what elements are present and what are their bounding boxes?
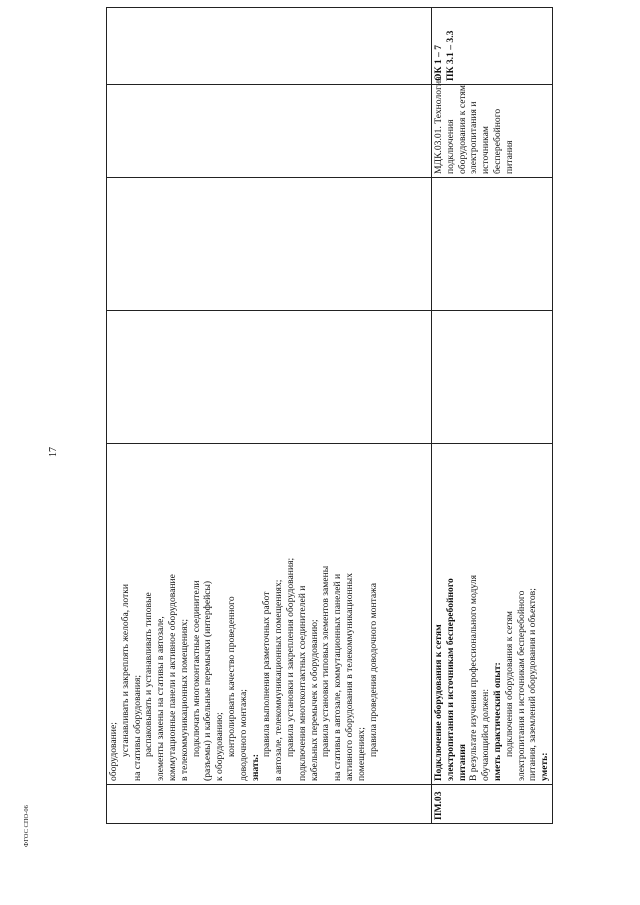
- text-line: в телекоммуникационных помещениях;: [178, 618, 190, 781]
- text-line: правила установки типовых элементов замены: [320, 565, 332, 757]
- text-line: питания: [456, 744, 468, 781]
- mdk-cell-empty: [107, 85, 432, 178]
- footer-document-code: ФГОС СПО-06: [23, 805, 30, 847]
- text-line: правила выполнения разметочных работ: [261, 591, 273, 757]
- text-line: иметь практический опыт:: [491, 662, 503, 781]
- text-line: на стативы в автозале, коммутационных панелей и: [332, 573, 344, 781]
- competence-pk: ПК 3.1 – 3.3: [444, 30, 456, 81]
- empty-cell: [107, 178, 432, 311]
- mdk-line: МДК.03.01. Технология: [433, 76, 444, 174]
- table-row-pm03: [432, 8, 553, 824]
- text-line: в автозале, телекоммуникационных помещениях;: [273, 579, 285, 781]
- text-line: оборудование;: [108, 722, 119, 781]
- code-cell-empty: [107, 785, 432, 824]
- text-line: к оборудованию;: [214, 712, 226, 781]
- competence-cell-empty: [107, 8, 432, 85]
- text-line: подключения многоконтактных соединителей и: [296, 585, 308, 781]
- text-line: правила проведения доводочного монтажа: [367, 582, 379, 757]
- text-line: электропитания и источникам бесперебойного: [444, 578, 456, 781]
- content-cell-continued: [107, 444, 432, 785]
- empty-cell: [107, 311, 432, 444]
- text-line: подключать многоконтактные соединители: [190, 580, 202, 757]
- mdk-line: оборудования к сетям: [456, 85, 468, 174]
- text-line: знать:: [249, 754, 261, 781]
- mdk-line: источникам: [480, 126, 492, 174]
- text-line: коммутационные панели и активное оборудование: [166, 574, 178, 781]
- text-line: (разъемы) и кабельные перемычки (интерфейсы): [202, 580, 214, 781]
- text-line: контролировать качество проведенного: [225, 596, 237, 757]
- text-line: электропитания и источникам бесперебойного: [515, 590, 527, 781]
- text-line: правила установки и закрепления оборудования;: [284, 557, 296, 757]
- text-line: Подключение оборудования к сетям: [433, 624, 444, 781]
- page-number: 17: [48, 447, 59, 457]
- mdk-line: бесперебойного: [491, 108, 503, 174]
- competences-cell: [432, 8, 553, 85]
- text-line: элементы замены на стативы в автозале,: [155, 616, 167, 781]
- curriculum-table: [106, 30, 551, 824]
- module-code: ПМ.03: [432, 785, 553, 824]
- mdk-line: подключения: [444, 119, 456, 174]
- text-line: питания, заземлений оборудования и объектов;: [527, 588, 539, 781]
- competence-ok: ОК 1 – 7: [433, 44, 444, 81]
- text-line: активного оборудования в телекоммуникационных: [343, 573, 355, 781]
- text-line: доводочного монтажа;: [237, 689, 249, 781]
- text-line: на стативы оборудования;: [131, 674, 143, 781]
- table-row-continued: [107, 8, 432, 824]
- text-line: помещениях;: [355, 727, 367, 781]
- mdk-line: электропитания и: [468, 101, 480, 174]
- text-line: кабельных перемычек к оборудованию;: [308, 619, 320, 781]
- text-line: обучающийся должен:: [480, 689, 492, 781]
- module-description: [432, 444, 553, 785]
- text-line: В результате изучения профессионального модуля: [468, 575, 480, 781]
- mdk-line: питания: [503, 140, 515, 174]
- text-line: уметь:: [539, 752, 551, 781]
- text-line: подключения оборудования к сетям: [503, 611, 515, 757]
- mdk-cell: [432, 76, 553, 178]
- text-line: устанавливать и закреплять желоба, лотки: [119, 583, 131, 757]
- text-line: распаковывать и устанавливать типовые: [143, 592, 155, 757]
- empty-cell: [432, 178, 553, 311]
- empty-cell: [432, 311, 553, 444]
